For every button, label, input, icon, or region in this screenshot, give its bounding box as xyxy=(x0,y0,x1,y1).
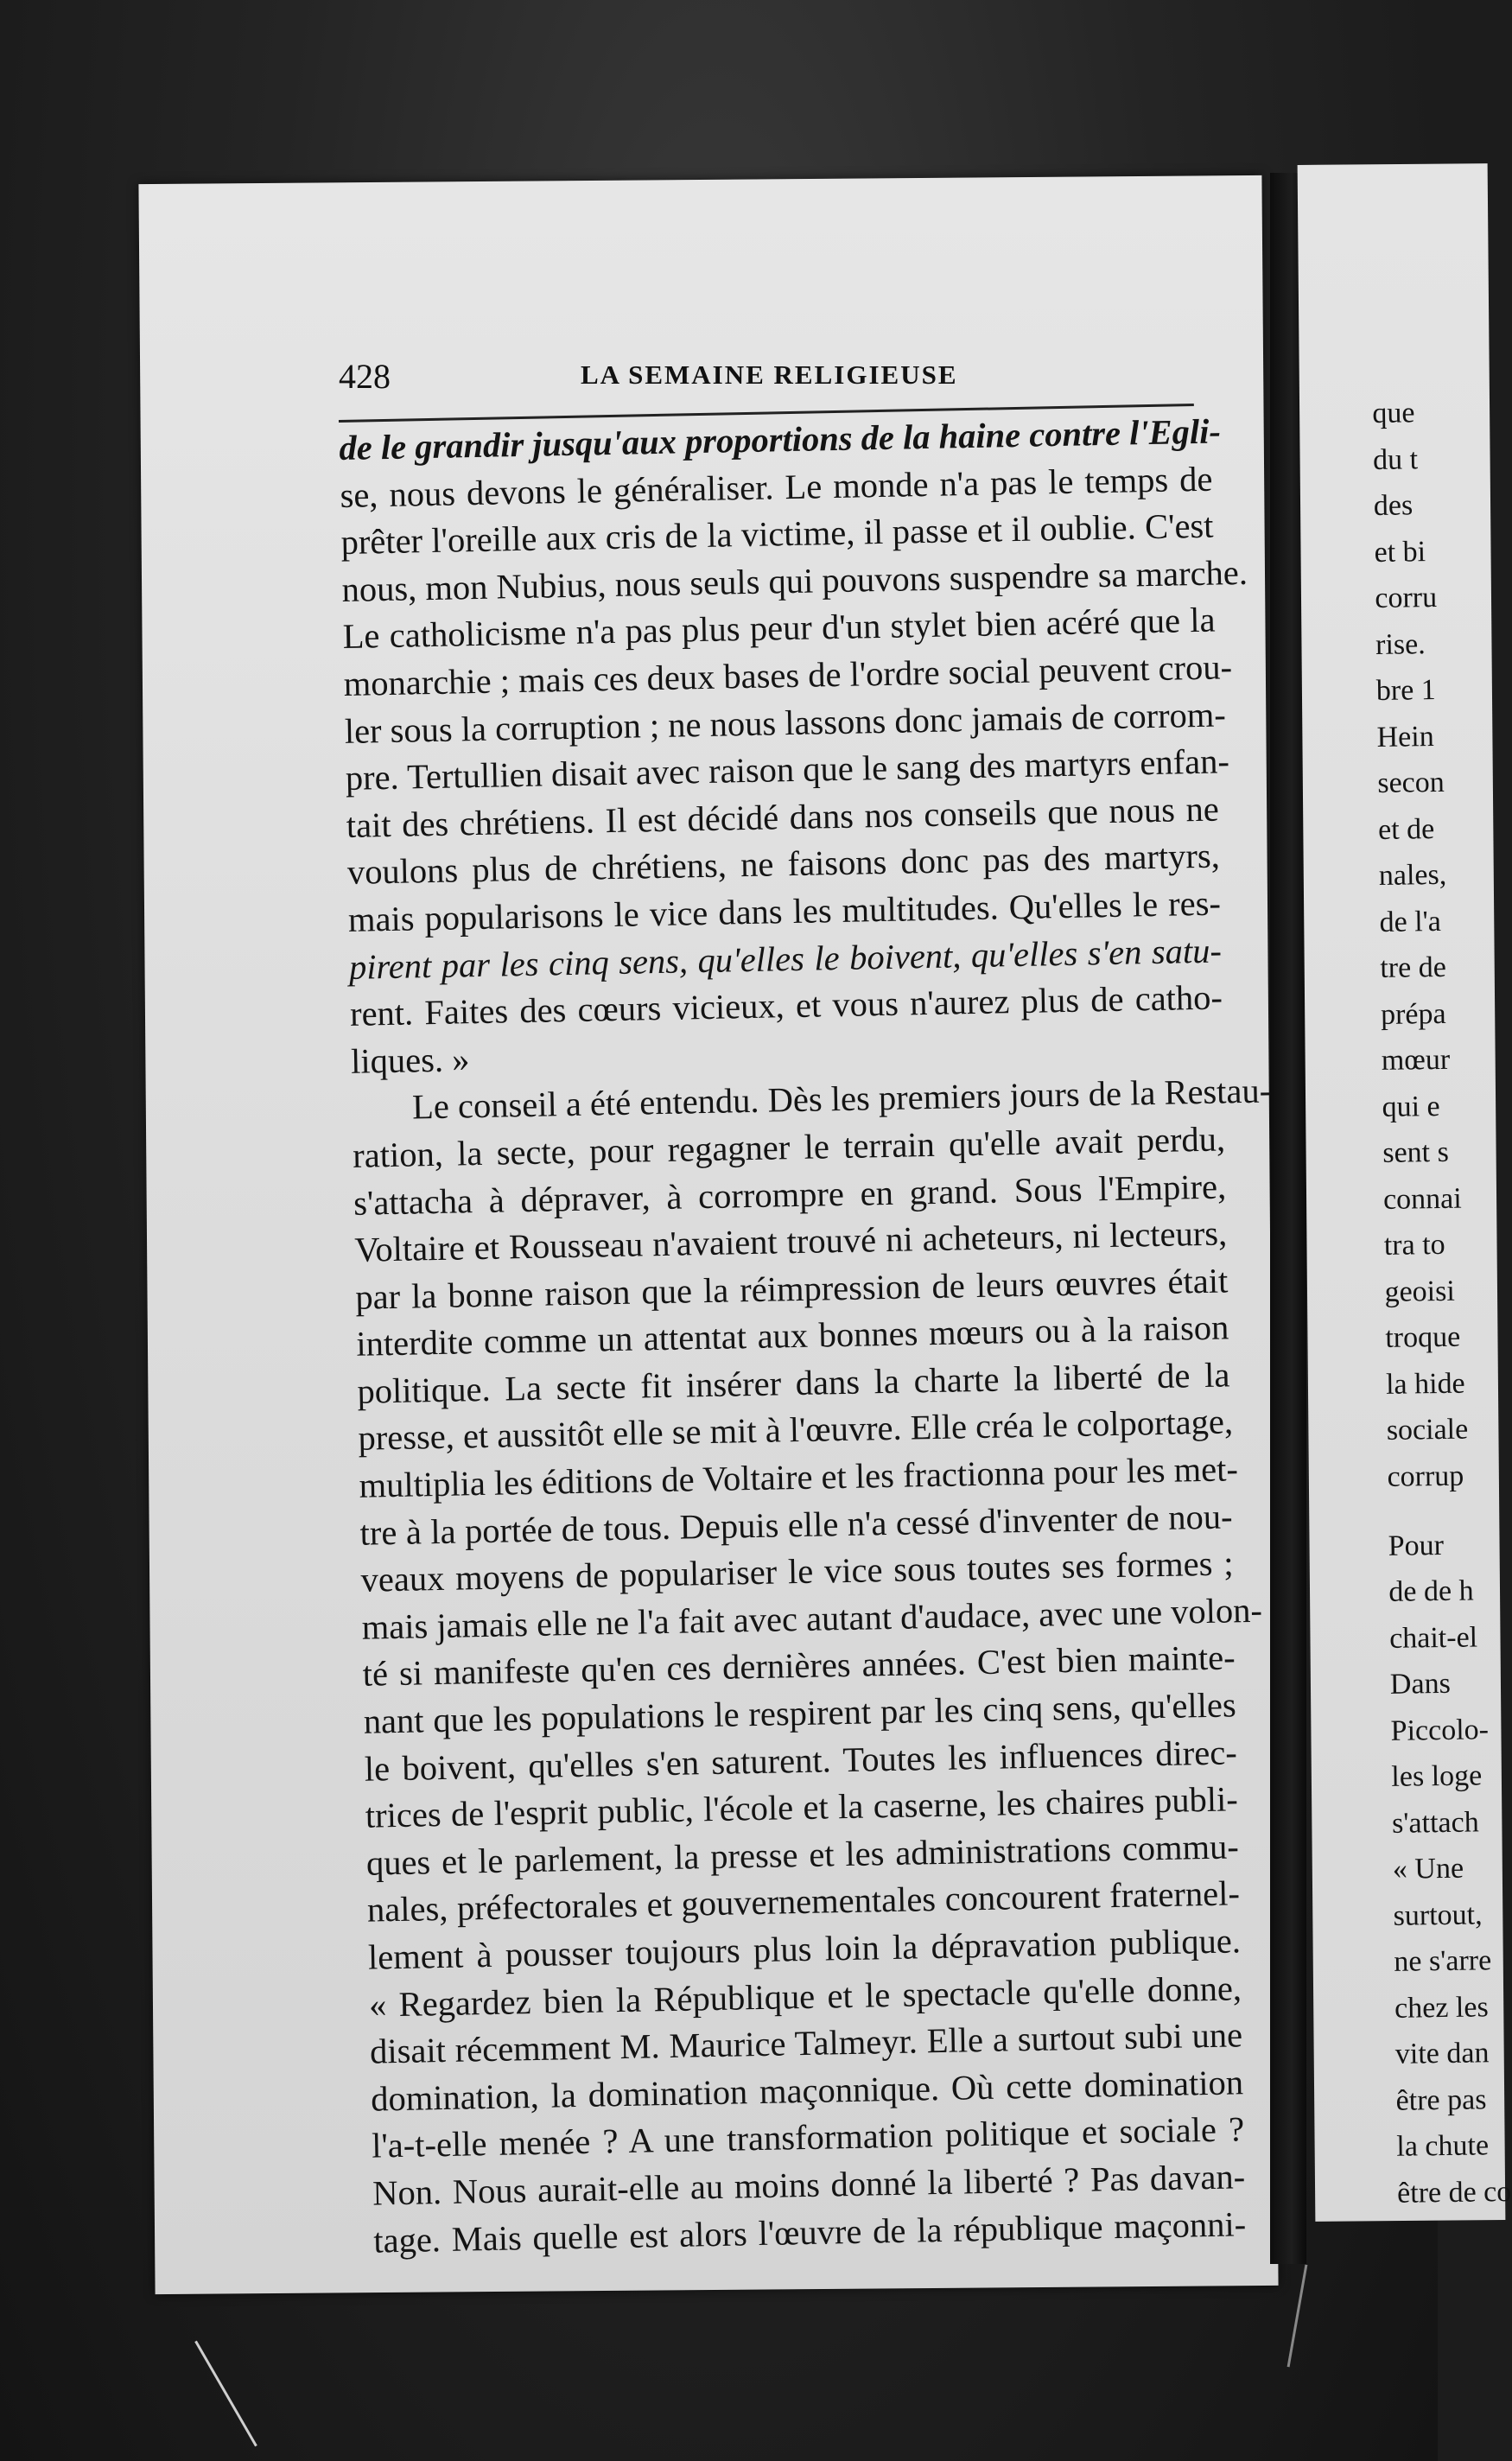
text-line: « Regardez bien la République et le spectacle qu'elle donne, xyxy=(368,1968,1242,2025)
fragment-line: vite dan xyxy=(1394,2037,1490,2070)
text-line: Le catholicisme n'a pas plus peur d'un stylet bien acéré que la xyxy=(342,600,1216,657)
fragment-line: du t xyxy=(1372,442,1419,476)
text-line: tre à la portée de tous. Depuis elle n'a cessé d'inventer de nou- xyxy=(359,1497,1233,1553)
fragment-line: des xyxy=(1373,489,1414,522)
text-line: liques. » xyxy=(350,1039,470,1081)
text-line: ques et le parlement, la presse et les administrations commu- xyxy=(365,1827,1240,1883)
text-line: nous, mon Nubius, nous seuls qui pouvons suspendre sa marche. xyxy=(341,552,1248,609)
text-line: domination, la domination maçonnique. Où cette domination xyxy=(370,2063,1244,2119)
text-line: se, nous devons le généraliser. Le monde n'a pas le temps de xyxy=(340,459,1213,515)
fragment-line: surtout, xyxy=(1393,1898,1483,1932)
fragment-line: que xyxy=(1372,397,1415,429)
text-line: mais jamais elle ne l'a fait avec autant d'audace, avec une volon- xyxy=(361,1590,1263,1647)
fragment-line: être pas xyxy=(1395,2083,1487,2117)
text-line: té si manifeste qu'en ces dernières années. C'est bien mainte- xyxy=(362,1637,1236,1695)
fragment-line: Hein xyxy=(1376,720,1434,754)
fragment-line: la chute xyxy=(1396,2129,1490,2163)
fragment-line: troque xyxy=(1385,1320,1461,1354)
fragment-line: geoisi xyxy=(1384,1275,1456,1308)
fragment-line: ne s'arre xyxy=(1394,1944,1492,1978)
text-line: politique. La secte fit insérer dans la charte la liberté de la xyxy=(357,1355,1230,1411)
text-line: l'a-t-elle menée ? A une transformation politique et sociale ? xyxy=(371,2109,1245,2166)
text-line: tage. Mais quelle est alors l'œuvre de la république maçonni- xyxy=(372,2203,1247,2261)
fragment-line: corrup xyxy=(1387,1459,1464,1493)
fragment-line: et de xyxy=(1377,812,1435,846)
fragment-line: Pour xyxy=(1388,1529,1445,1562)
text-line: s'attacha à dépraver, à corrompre en grand. Sous l'Empire, xyxy=(353,1166,1227,1223)
fragment-line: nales, xyxy=(1378,858,1447,892)
fragment-line: de l'a xyxy=(1379,905,1442,938)
page-header xyxy=(339,356,1203,408)
text-line: voulons plus de chrétiens, ne faisons donc pas des martyrs, xyxy=(346,836,1221,893)
fragment-line: « Une xyxy=(1392,1852,1464,1885)
fragment-line: la hide xyxy=(1385,1367,1465,1401)
fragment-line: chait-el xyxy=(1388,1620,1478,1655)
fragment-line: prépa xyxy=(1380,997,1446,1031)
text-line: Voltaire et Rousseau n'avaient trouvé ni acheteurs, ni lecteurs, xyxy=(353,1213,1228,1269)
text-line: pre. Tertullien disait avec raison que le sang des martyrs enfan- xyxy=(345,741,1230,798)
text-line: rent. Faites des cœurs vicieux, et vous n'aurez plus de catho- xyxy=(349,977,1223,1033)
fragment-line: de de h xyxy=(1388,1574,1474,1608)
fragment-line: Dans xyxy=(1389,1667,1452,1701)
fragment-line: tre de xyxy=(1380,951,1447,984)
fragment-line: chez les xyxy=(1394,1990,1489,2025)
text-line: par la bonne raison que la réimpression de leurs œuvres était xyxy=(354,1261,1229,1317)
running-title: LA SEMAINE RELIGIEUSE xyxy=(581,359,958,390)
text-line: pirent par les cinq sens, qu'elles le boivent, qu'elles s'en satu- xyxy=(348,931,1223,987)
fragment-line: les loge xyxy=(1391,1759,1483,1793)
page-number: 428 xyxy=(339,357,391,396)
text-line: Le conseil a été entendu. Dès les premiers jours de la Restau- xyxy=(411,1071,1272,1127)
text-line: prêter l'oreille aux cris de la victime, il passe et il oublie. C'est xyxy=(340,506,1214,563)
text-line: interdite comme un attentat aux bonnes mœurs ou à la raison xyxy=(355,1307,1229,1364)
text-line: le boivent, qu'elles s'en saturent. Toutes les influences direc- xyxy=(364,1732,1238,1789)
text-line: veaux moyens de populariser le vice sous toutes ses formes ; xyxy=(360,1543,1234,1599)
text-line: ration, la secte, pour regagner le terrain qu'elle avait perdu, xyxy=(352,1119,1226,1175)
fragment-line: être de co xyxy=(1396,2175,1512,2210)
text-line: nales, préfectorales et gouvernementales concourent fraternel- xyxy=(366,1873,1241,1930)
text-line: Non. Nous aurait-elle au moins donné la liberté ? Pas davan- xyxy=(372,2157,1246,2213)
fragment-line: sociale xyxy=(1386,1413,1469,1447)
text-line: lement à pousser toujours plus loin la dépravation publique. xyxy=(367,1921,1242,1977)
fragment-line: mœur xyxy=(1381,1043,1451,1077)
text-line: mais popularisons le vice dans les multitudes. Qu'elles le res- xyxy=(347,883,1222,939)
body-text xyxy=(339,409,1272,2265)
fragment-line: corru xyxy=(1375,581,1438,614)
text-line: multiplia les éditions de Voltaire et les fractionna pour les met- xyxy=(359,1449,1239,1505)
text-line: monarchie ; mais ces deux bases de l'ordre social peuvent crou- xyxy=(343,647,1233,703)
text-line: ler sous la corruption ; ne nous lassons donc jamais de corrom- xyxy=(344,694,1227,751)
fragment-line: s'attach xyxy=(1391,1805,1479,1840)
text-line: trices de l'esprit public, l'école et la caserne, les chaires publi- xyxy=(365,1779,1239,1835)
fragment-line: et bi xyxy=(1374,535,1426,569)
text-line: presse, et aussitôt elle se mit à l'œuvre. Elle créa le colportage, xyxy=(358,1402,1234,1459)
text-line: tait des chrétiens. Il est décidé dans nos conseils que nous ne xyxy=(346,789,1220,845)
fragment-line: qui e xyxy=(1382,1090,1440,1123)
fragment-line: sent s xyxy=(1382,1135,1450,1169)
fragment-line: connai xyxy=(1382,1182,1462,1216)
text-line: disait récemment M. Maurice Talmeyr. Elle a surtout subi une xyxy=(369,2015,1243,2071)
fragment-line: secon xyxy=(1377,766,1445,799)
text-line: nant que les populations le respirent par les cinq sens, qu'elles xyxy=(363,1685,1237,1741)
fragment-line: rise. xyxy=(1375,627,1426,661)
fragment-line: bre 1 xyxy=(1375,674,1437,707)
fragment-line: Piccolo- xyxy=(1390,1713,1490,1747)
fragment-line: tra to xyxy=(1383,1228,1445,1262)
text-line: de le grandir jusqu'aux proportions de la haine contre l'Egli- xyxy=(339,411,1222,467)
